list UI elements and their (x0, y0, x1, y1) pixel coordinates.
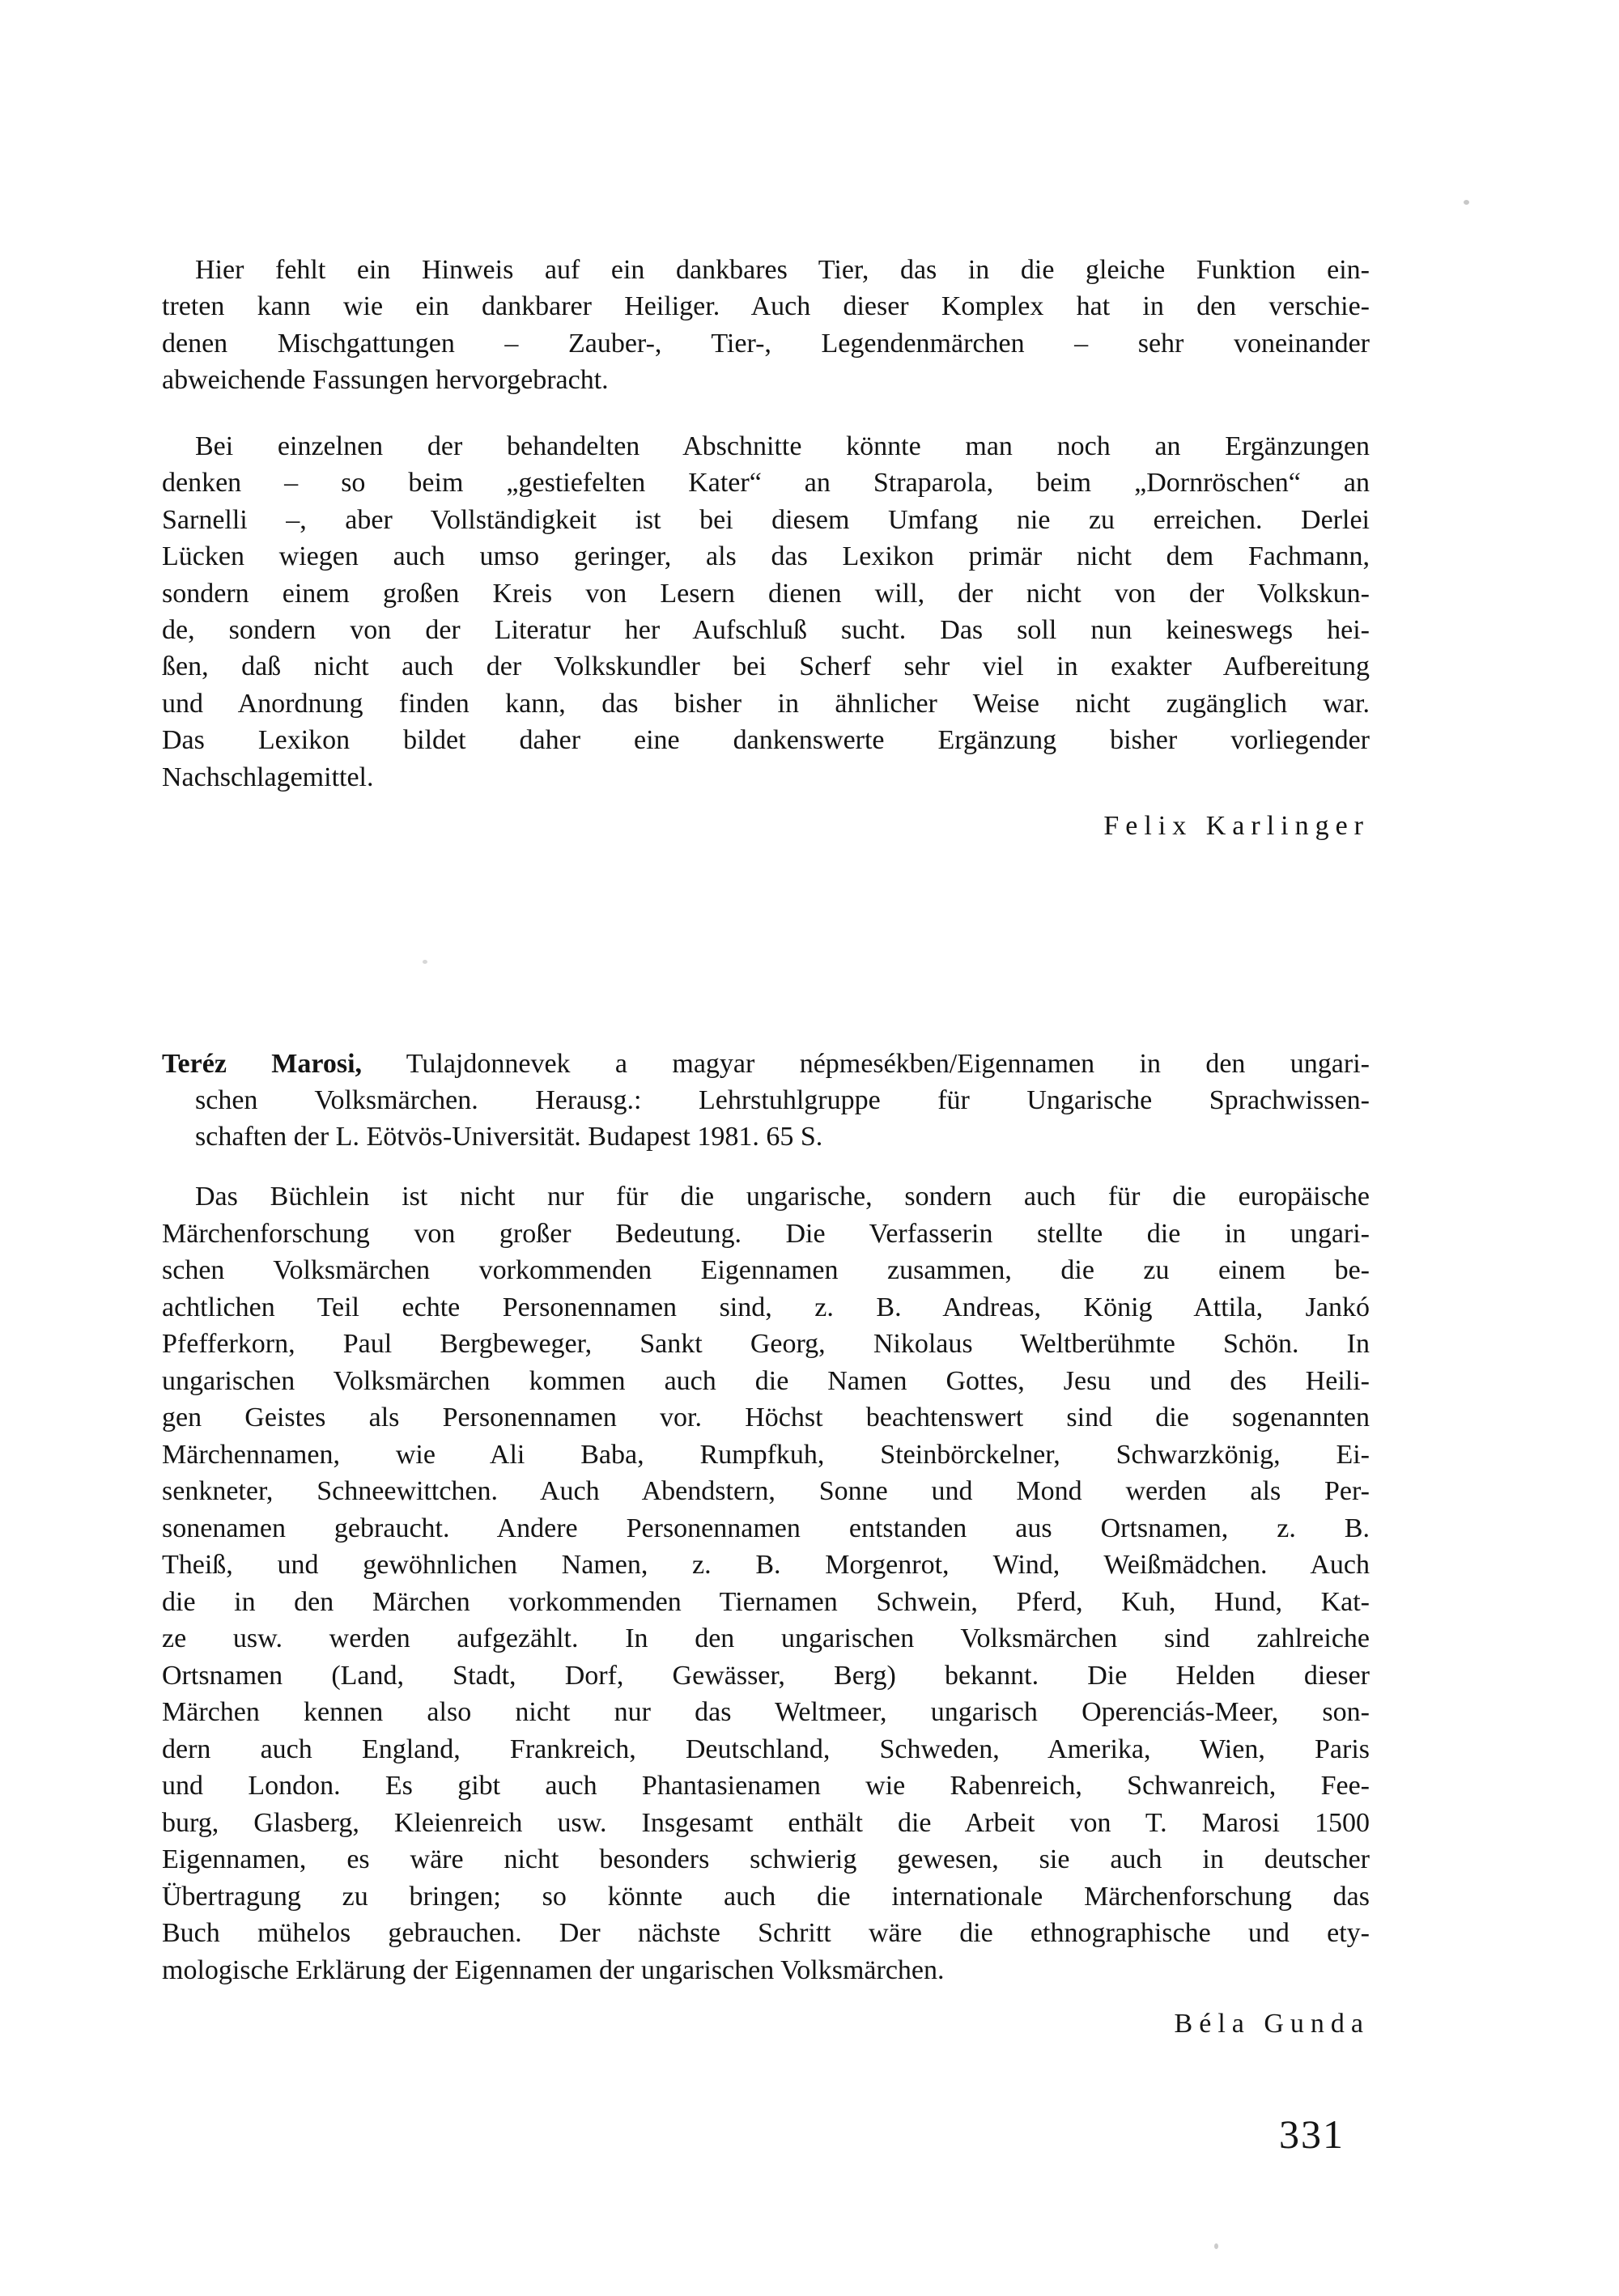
text-line: und London. Es gibt auch Phantasienamen wie Rabenreich, Schwanreich, Fee- (162, 1771, 1370, 1801)
text-line: treten kann wie ein dankbarer Heiliger. Auch dieser Komplex hat in den verschie- (162, 291, 1370, 322)
reviewer-signature-karlinger: Felix Karlinger (1103, 811, 1370, 841)
scan-speck (423, 960, 427, 964)
text-line: Das Büchlein ist nicht nur für die ungarische, sondern auch für die europäische (195, 1182, 1370, 1212)
text-line: und Anordnung finden kann, das bisher in ähnlicher Weise nicht zugänglich war. (162, 688, 1370, 719)
text-line: Theiß, und gewöhnlichen Namen, z. B. Morgenrot, Wind, Weißmädchen. Auch (162, 1550, 1370, 1580)
text-line: Übertragung zu bringen; so könnte auch die internationale Märchenforschung das (162, 1881, 1370, 1912)
text-line: Nachschlagemittel. (162, 762, 374, 792)
scan-speck (1464, 200, 1469, 205)
karlinger-review-paragraph-2 (162, 428, 1370, 796)
text-line: Das Lexikon bildet daher eine dankenswerte Ergänzung bisher vorliegender (162, 725, 1370, 756)
page-number: 331 (1279, 2111, 1345, 2157)
text-line: denken – so beim „gestiefelten Kater“ an Straparola, beim „Dornröschen“ an (162, 468, 1370, 499)
reference-line (162, 1046, 1370, 1082)
text-line: schen Volksmärchen. Herausg.: Lehrstuhlgruppe für Ungarische Sprachwissen- (195, 1085, 1370, 1115)
text-line: abweichende Fassungen hervorgebracht. (162, 365, 609, 396)
text-line: Märchen kennen also nicht nur das Weltmeer, ungarisch Operenciás-Meer, son- (162, 1697, 1370, 1727)
text-line: gen Geistes als Personennamen vor. Höchst beachtenswert sind die sogenannten (162, 1403, 1370, 1432)
text-line: Buch mühelos gebrauchen. Der nächste Schritt wäre die ethnographische und ety- (162, 1918, 1370, 1948)
text-line: denen Mischgattungen – Zauber-, Tier-, Legendenmärchen – sehr voneinander (162, 328, 1370, 359)
text-line: schaften der L. Eötvös-Universität. Budapest 1981. 65 S. (195, 1122, 823, 1152)
text-line: Bei einzelnen der behandelten Abschnitte könnte man noch an Ergänzungen (195, 431, 1370, 461)
reference-continuation (162, 1082, 1370, 1155)
text-line: Märchenforschung von großer Bedeutung. Die Verfasserin stellte die in ungari- (162, 1218, 1370, 1249)
text-line: Hier fehlt ein Hinweis auf ein dankbares Tier, das in die gleiche Funktion ein- (195, 255, 1370, 285)
reviewer-signature-gunda: Béla Gunda (1174, 2009, 1370, 2039)
text-line: die in den Märchen vorkommenden Tiernamen Schwein, Pferd, Kuh, Hund, Kat- (162, 1586, 1370, 1617)
reference-title: Tulajdonnevek a magyar népmesékben/Eigennamen in den ungari- (362, 1049, 1370, 1079)
text-line: Lücken wiegen auch umso geringer, als das Lexikon primär nicht dem Fachmann, (162, 541, 1370, 572)
text-line: Eigennamen, es wäre nicht besonders schwierig gewesen, sie auch in deutscher (162, 1844, 1370, 1874)
text-line: achtlichen Teil echte Personennamen sind, z. B. Andreas, König Attila, Jankó (162, 1292, 1370, 1322)
text-line: Märchennamen, wie Ali Baba, Rumpfkuh, Steinbörckelner, Schwarzkönig, Ei- (162, 1439, 1370, 1470)
text-line: ßen, daß nicht auch der Volkskundler bei Scherf sehr viel in exakter Aufbereitung (162, 651, 1370, 682)
book-reference-marosi (162, 1046, 1370, 1155)
text-line: Ortsnamen (Land, Stadt, Dorf, Gewässer, Berg) bekannt. Die Helden dieser (162, 1660, 1370, 1691)
text-line: ungarischen Volksmärchen kommen auch die Namen Gottes, Jesu und des Heili- (162, 1365, 1370, 1396)
text-line: Sarnelli –, aber Vollständigkeit ist bei diesem Umfang nie zu erreichen. Derlei (162, 504, 1370, 535)
text-line: sonenamen gebraucht. Andere Personennamen entstanden aus Ortsnamen, z. B. (162, 1513, 1370, 1543)
text-line: dern auch England, Frankreich, Deutschland, Schweden, Amerika, Wien, Paris (162, 1734, 1370, 1764)
reference-author: Teréz Marosi, (162, 1049, 363, 1079)
text-line: sondern einem großen Kreis von Lesern dienen will, der nicht von der Volkskun- (162, 578, 1370, 609)
text-line: schen Volksmärchen vorkommenden Eigennamen zusammen, die zu einem be- (162, 1255, 1370, 1285)
karlinger-review-paragraph-1 (162, 252, 1370, 399)
gunda-review-paragraph (162, 1178, 1370, 1988)
text-line: senkneter, Schneewittchen. Auch Abendstern, Sonne und Mond werden als Per- (162, 1476, 1370, 1506)
text-line: burg, Glasberg, Kleienreich usw. Insgesamt enthält die Arbeit von T. Marosi 1500 (162, 1807, 1370, 1838)
text-line: ze usw. werden aufgezählt. In den ungarischen Volksmärchen sind zahlreiche (162, 1623, 1370, 1653)
text-line: mologische Erklärung der Eigennamen der ungarischen Volksmärchen. (162, 1954, 945, 1985)
text-line: de, sondern von der Literatur her Aufschluß sucht. Das soll nun keineswegs hei- (162, 615, 1370, 646)
text-line: Pfefferkorn, Paul Bergbeweger, Sankt Georg, Nikolaus Weltberühmte Schön. In (162, 1329, 1370, 1359)
scan-speck (1214, 2243, 1218, 2249)
